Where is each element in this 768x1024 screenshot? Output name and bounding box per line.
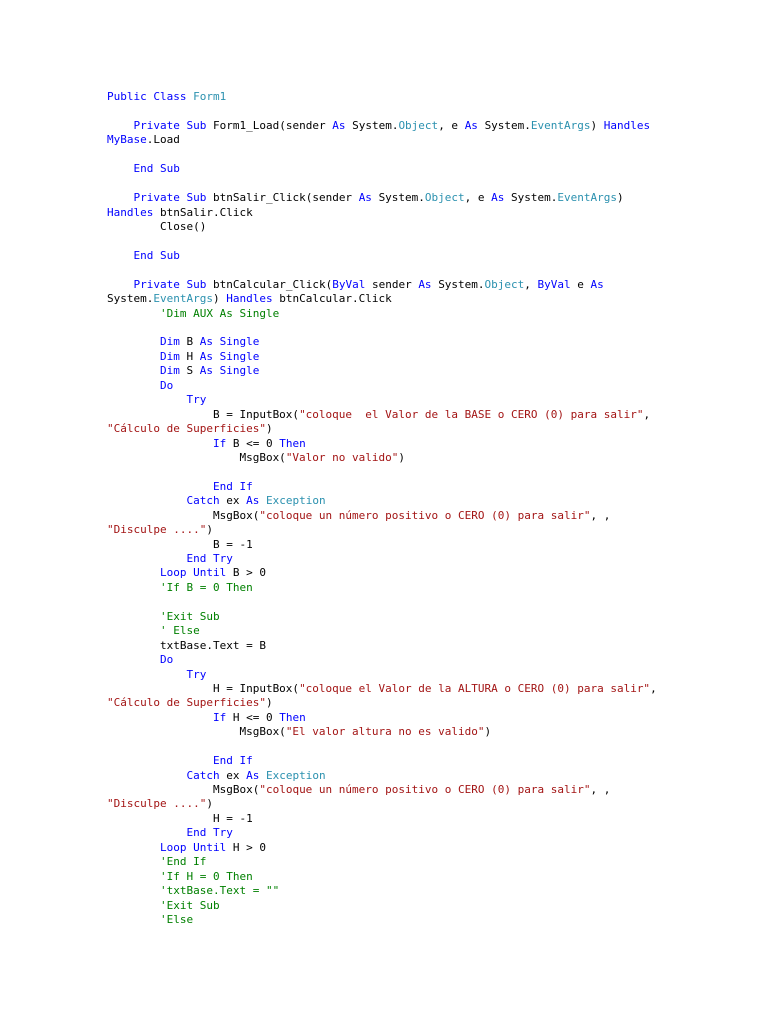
code-text: ex xyxy=(226,768,247,782)
code-line xyxy=(107,307,667,321)
code-text: , , xyxy=(590,508,611,522)
code-text xyxy=(107,899,160,912)
code-line xyxy=(107,696,667,710)
code-keyword: Loop Until xyxy=(159,840,233,854)
code-text xyxy=(107,841,160,854)
code-text: , xyxy=(650,681,657,695)
code-line xyxy=(107,422,667,436)
code-text: , , xyxy=(590,783,611,796)
code-line xyxy=(107,870,667,884)
code-line xyxy=(107,639,667,653)
code-text xyxy=(107,581,160,594)
code-keyword: Dim xyxy=(159,364,187,378)
code-comment: 'Else xyxy=(159,912,194,926)
code-line xyxy=(107,899,667,913)
code-type-name: Exception xyxy=(265,768,326,782)
code-text xyxy=(107,913,160,926)
code-keyword: Then xyxy=(279,710,306,724)
code-text: System. xyxy=(378,191,425,205)
code-keyword: Try xyxy=(186,393,207,407)
code-line xyxy=(107,220,667,234)
code-line xyxy=(107,509,667,523)
code-keyword: As xyxy=(246,768,266,782)
code-line xyxy=(107,855,667,869)
code-text: ) xyxy=(265,422,273,436)
code-text: B = -1 xyxy=(107,537,253,551)
code-text xyxy=(107,379,160,392)
code-keyword: Do xyxy=(159,378,174,392)
code-keyword: Private Sub xyxy=(133,191,213,205)
code-string: "coloque el Valor de la ALTURA o CERO (0) para salir" xyxy=(299,681,651,695)
code-comment: 'txtBase.Text = "" xyxy=(159,884,280,898)
code-comment: ' Else xyxy=(159,624,200,638)
code-text: Form1_Load(sender xyxy=(212,118,333,132)
code-text: B <= 0 xyxy=(232,436,280,450)
code-line xyxy=(107,104,667,118)
code-keyword: Public Class xyxy=(107,90,194,103)
code-keyword: Catch xyxy=(186,768,227,782)
code-text xyxy=(107,711,213,724)
code-line xyxy=(107,335,667,349)
code-line xyxy=(107,581,667,595)
code-type-name: Exception xyxy=(265,494,326,508)
code-text: , xyxy=(524,277,538,291)
code-type-name: Object xyxy=(424,191,465,205)
code-keyword: As xyxy=(491,191,512,205)
code-line xyxy=(107,292,667,306)
code-comment: 'If H = 0 Then xyxy=(159,869,253,883)
code-text: ) xyxy=(212,292,227,306)
code-string: "Cálculo de Superficies" xyxy=(107,696,266,710)
code-line xyxy=(107,797,667,811)
code-keyword: As Single xyxy=(199,349,260,363)
code-string: "Cálculo de Superficies" xyxy=(107,422,266,436)
code-line xyxy=(107,119,667,133)
code-text: btnCalcular_Click( xyxy=(212,277,333,291)
code-text: H = InputBox( xyxy=(107,681,300,695)
code-text xyxy=(107,494,186,507)
code-line xyxy=(107,90,667,104)
code-text: ) xyxy=(590,118,604,132)
code-line xyxy=(107,437,667,451)
code-text xyxy=(107,393,186,406)
code-line xyxy=(107,278,667,292)
code-line xyxy=(107,234,667,248)
code-line xyxy=(107,725,667,739)
code-text: System. xyxy=(107,292,154,306)
code-keyword: If xyxy=(212,436,233,450)
code-text: System. xyxy=(352,118,399,132)
code-text: ) xyxy=(617,191,624,205)
code-text: H <= 0 xyxy=(232,710,280,724)
code-text: System. xyxy=(511,191,558,205)
code-text: H = -1 xyxy=(107,811,253,825)
code-text xyxy=(107,437,213,450)
code-string: "Disculpe ...." xyxy=(107,797,207,811)
code-text xyxy=(107,480,213,493)
code-string: "coloque el Valor de la BASE o CERO (0) para salir" xyxy=(299,407,644,421)
code-string: "Disculpe ...." xyxy=(107,523,207,537)
code-line xyxy=(107,610,667,624)
code-keyword: As Single xyxy=(199,335,260,349)
code-keyword: As xyxy=(358,191,379,205)
code-keyword: End Try xyxy=(186,826,233,840)
code-text: ) xyxy=(398,450,406,464)
code-text: btnSalir.Click xyxy=(159,205,253,219)
code-keyword: Handles xyxy=(226,292,280,306)
code-keyword: Dim xyxy=(159,335,187,349)
code-keyword: Loop Until xyxy=(159,566,233,580)
code-line xyxy=(107,682,667,696)
code-comment: 'If B = 0 Then xyxy=(159,580,253,594)
code-text xyxy=(107,191,134,204)
code-text: sender xyxy=(371,277,419,291)
code-keyword: Handles xyxy=(107,205,160,219)
code-line xyxy=(107,538,667,552)
code-comment: 'Exit Sub xyxy=(159,609,220,623)
code-text: H > 0 xyxy=(232,840,266,854)
code-text xyxy=(107,350,160,363)
code-text: ) xyxy=(265,696,273,710)
code-text: System. xyxy=(484,118,531,132)
code-text xyxy=(107,769,186,782)
code-text: btnCalcular.Click xyxy=(279,292,392,306)
code-type-name: Object xyxy=(484,277,525,291)
code-line xyxy=(107,206,667,220)
code-line xyxy=(107,754,667,768)
code-string: "El valor altura no es valido" xyxy=(285,725,485,739)
code-text: ) xyxy=(206,523,213,537)
code-keyword: MyBase xyxy=(107,133,147,147)
code-line xyxy=(107,913,667,927)
code-keyword: As xyxy=(464,118,485,132)
code-line xyxy=(107,740,667,754)
code-text: , e xyxy=(464,191,492,205)
code-type-name: Form1 xyxy=(193,90,227,103)
code-text: ex xyxy=(226,494,247,508)
code-keyword: End Try xyxy=(186,552,233,565)
code-line xyxy=(107,653,667,667)
code-keyword: As xyxy=(332,118,353,132)
code-line xyxy=(107,841,667,855)
code-text xyxy=(107,119,134,132)
code-type-name: EventArgs xyxy=(530,118,591,132)
code-keyword: If xyxy=(212,710,233,724)
code-string: "coloque un número positivo o CERO (0) para salir" xyxy=(259,508,591,522)
code-text: MsgBox( xyxy=(107,783,260,796)
code-keyword: Dim xyxy=(159,349,187,363)
code-line xyxy=(107,668,667,682)
code-line xyxy=(107,148,667,162)
code-line xyxy=(107,393,667,407)
code-text: , xyxy=(643,407,651,421)
code-line xyxy=(107,249,667,263)
code-comment: 'End If xyxy=(159,855,207,869)
code-text xyxy=(107,624,160,637)
code-type-name: EventArgs xyxy=(557,191,618,205)
code-keyword: End Sub xyxy=(133,162,180,176)
code-text: B = InputBox( xyxy=(107,407,300,421)
code-text xyxy=(107,870,160,883)
code-text: System. xyxy=(438,277,485,291)
code-keyword: As xyxy=(246,494,266,508)
code-comment: 'Dim AUX As Single xyxy=(159,306,280,320)
code-line xyxy=(107,494,667,508)
code-keyword: Catch xyxy=(186,494,227,508)
code-text: B xyxy=(186,335,200,349)
code-text: txtBase.Text = B xyxy=(107,638,266,652)
code-type-name: EventArgs xyxy=(153,292,213,306)
code-text xyxy=(107,668,186,681)
code-text: , e xyxy=(438,118,465,132)
code-keyword: Private Sub xyxy=(133,277,213,291)
code-line xyxy=(107,451,667,465)
code-keyword: End Sub xyxy=(133,248,180,262)
code-line xyxy=(107,595,667,609)
code-string: "coloque un número positivo o CERO (0) para salir" xyxy=(259,783,591,796)
code-text: .Load xyxy=(146,133,180,147)
code-line xyxy=(107,465,667,479)
code-text: S xyxy=(186,364,200,378)
code-line xyxy=(107,350,667,364)
code-text: e xyxy=(577,277,591,291)
code-line xyxy=(107,408,667,422)
code-keyword: ByVal xyxy=(332,277,372,291)
code-line xyxy=(107,177,667,191)
code-text: H xyxy=(186,349,200,363)
code-text xyxy=(107,364,160,377)
code-text: MsgBox( xyxy=(107,725,286,739)
code-line xyxy=(107,523,667,537)
code-line xyxy=(107,379,667,393)
code-text: btnSalir_Click(sender xyxy=(212,191,359,205)
code-text xyxy=(107,249,134,262)
code-keyword: End If xyxy=(212,479,253,493)
code-type-name: Object xyxy=(398,118,439,132)
code-line xyxy=(107,162,667,176)
code-line xyxy=(107,812,667,826)
code-line xyxy=(107,624,667,638)
code-text xyxy=(107,552,186,565)
code-line xyxy=(107,480,667,494)
code-keyword: Private Sub xyxy=(133,118,213,132)
code-keyword: Do xyxy=(159,653,174,667)
code-text xyxy=(107,307,160,320)
code-listing xyxy=(107,90,667,927)
code-text xyxy=(107,162,134,175)
code-line xyxy=(107,191,667,205)
code-keyword: Try xyxy=(186,667,207,681)
code-keyword: As xyxy=(418,277,439,291)
code-keyword: Then xyxy=(279,436,306,450)
code-line xyxy=(107,783,667,797)
code-line xyxy=(107,552,667,566)
code-comment: 'Exit Sub xyxy=(159,898,220,912)
code-string: "Valor no valido" xyxy=(285,450,399,464)
code-line xyxy=(107,133,667,147)
code-keyword: Handles xyxy=(603,118,651,132)
code-keyword: As xyxy=(590,277,604,291)
code-text: Close() xyxy=(107,219,207,233)
code-text: MsgBox( xyxy=(107,508,260,522)
code-text xyxy=(107,754,213,767)
code-text xyxy=(107,610,160,623)
code-text xyxy=(107,566,160,579)
code-text: ) xyxy=(206,797,213,811)
code-keyword: End If xyxy=(212,754,253,768)
code-keyword: ByVal xyxy=(537,277,578,291)
code-text xyxy=(107,884,160,897)
code-line xyxy=(107,884,667,898)
code-text xyxy=(107,826,186,839)
code-line xyxy=(107,711,667,725)
code-text xyxy=(107,653,160,666)
code-line xyxy=(107,826,667,840)
code-text: ) xyxy=(484,725,492,739)
code-line xyxy=(107,263,667,277)
code-text xyxy=(107,278,134,291)
code-text: MsgBox( xyxy=(107,450,286,464)
code-text: B > 0 xyxy=(232,566,266,580)
code-keyword: As Single xyxy=(199,364,260,378)
code-line xyxy=(107,566,667,580)
code-line xyxy=(107,321,667,335)
code-line xyxy=(107,364,667,378)
code-text xyxy=(107,855,160,868)
code-text xyxy=(107,335,160,348)
code-line xyxy=(107,769,667,783)
